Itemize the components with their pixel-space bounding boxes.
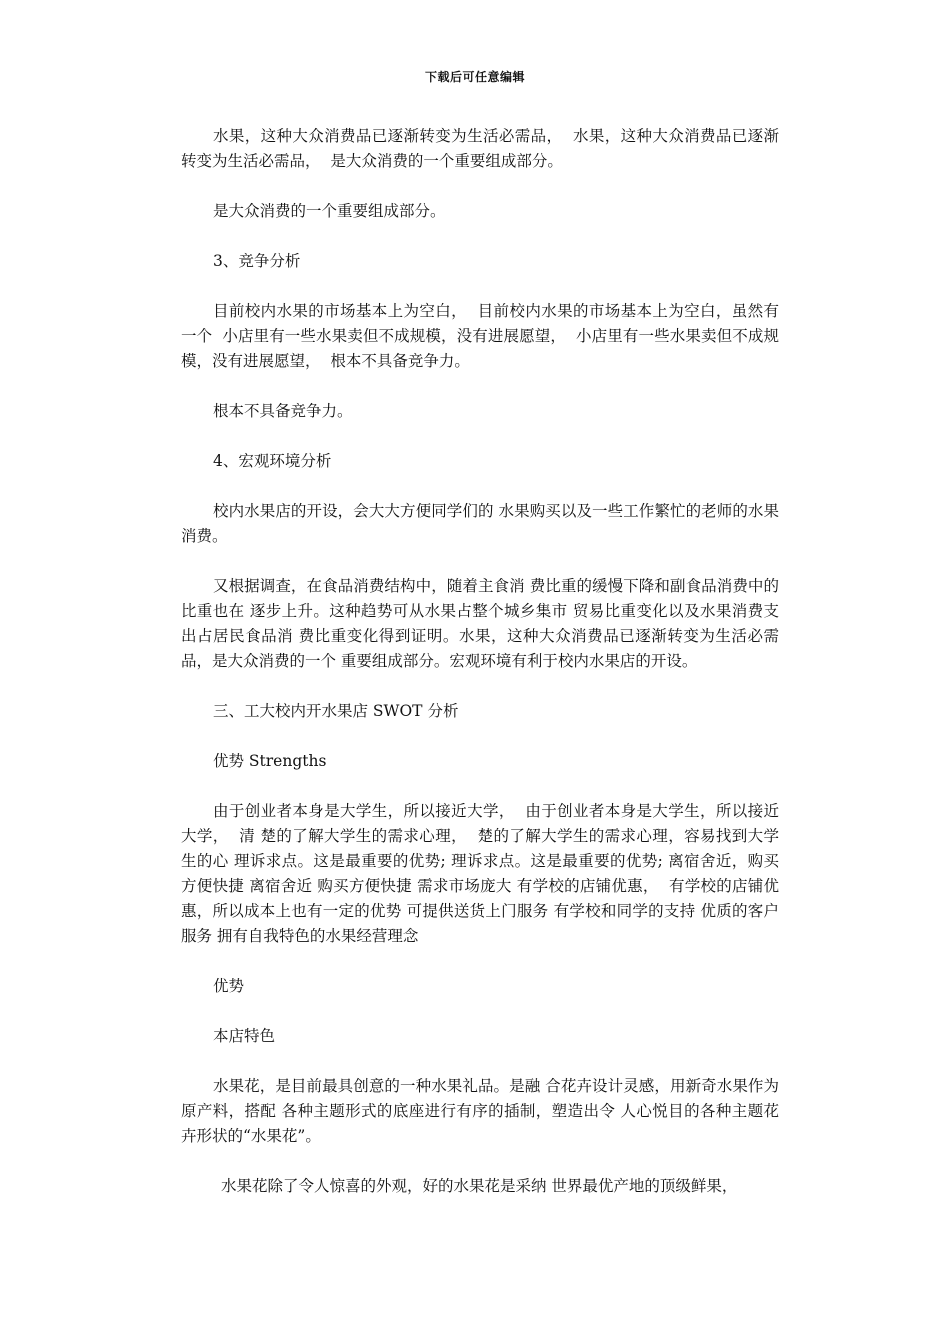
subheading-strengths: 优势 Strengths — [213, 752, 327, 770]
document-body — [181, 124, 784, 1199]
page-header: 下载后可任意编辑 — [424, 70, 525, 84]
section-heading-swot: 三、工大校内开水果店 SWOT 分析 — [213, 702, 459, 720]
paragraph-14: 水果花，是目前最具创意的一种水果礼品。是融 合花卉设计灵感，用新奇水果作为原产料，搭配 各种主题形式的底座进行有序的插制，塑造出令 人心悦目的各种主题花卉形状的“水果花”。 — [181, 1077, 779, 1145]
section-heading-competition: 3、竞争分析 — [213, 252, 301, 270]
paragraph-7: 校内水果店的开设，会大大方便同学们的 水果购买以及一些工作繁忙的老师的水果消费。 — [181, 502, 779, 545]
paragraph-8: 又根据调查，在食品消费结构中，随着主食消 费比重的缓慢下降和副食品消费中的比重也在 逐步上升。这种趋势可从水果占整个城乡集市 贸易比重变化以及水果消费支出占居民食品消 费比重变化得到证明。水果，这种大众消费品已逐渐转变为生活必需品，是大众消费的一个 重要组成部分。宏观环境有利于校内水果店的开设。 — [181, 577, 779, 670]
paragraph-2: 是大众消费的一个重要组成部分。 — [213, 202, 446, 220]
paragraph-11: 由于创业者本身是大学生，所以接近大学， 由于创业者本身是大学生，所以接近大学， 清 楚的了解大学生的需求心理， 楚的了解大学生的需求心理，容易找到大学 生的心 理诉求点。这是最重要的优势; 理诉求点。这是最重要的优势; 离宿舍近，购买方便快捷 离宿舍近 购买方便快捷 需求市场庞大 有学校的店铺优惠， 有学校的店铺优惠，所以成本上也有一定的优势 可提供送货上门服务 有学校和同学的支持 优质的客户服务 拥有自我特色的水果经营理念 — [181, 802, 784, 945]
paragraph-15: 水果花除了令人惊喜的外观，好的水果花是采纳 世界最优产地的顶级鲜果， — [221, 1177, 738, 1195]
paragraph-5: 根本不具备竞争力。 — [213, 402, 353, 420]
paragraph-1: 水果，这种大众消费品已逐渐转变为生活必需品， 水果，这种大众消费品已逐渐转变为生活必需品， 是大众消费的一个重要组成部分。 — [181, 127, 779, 170]
subheading-advantage: 优势 — [213, 977, 245, 995]
section-heading-macro-environment: 4、宏观环境分析 — [213, 452, 332, 470]
paragraph-4: 目前校内水果的市场基本上为空白， 目前校内水果的市场基本上为空白，虽然有一个 小店里有一些水果卖但不成规模，没有进展愿望， 小店里有一些水果卖但不成规模，没有进展愿望， 根本不具备竞争力。 — [181, 302, 779, 370]
subheading-store-features: 本店特色 — [213, 1027, 276, 1045]
